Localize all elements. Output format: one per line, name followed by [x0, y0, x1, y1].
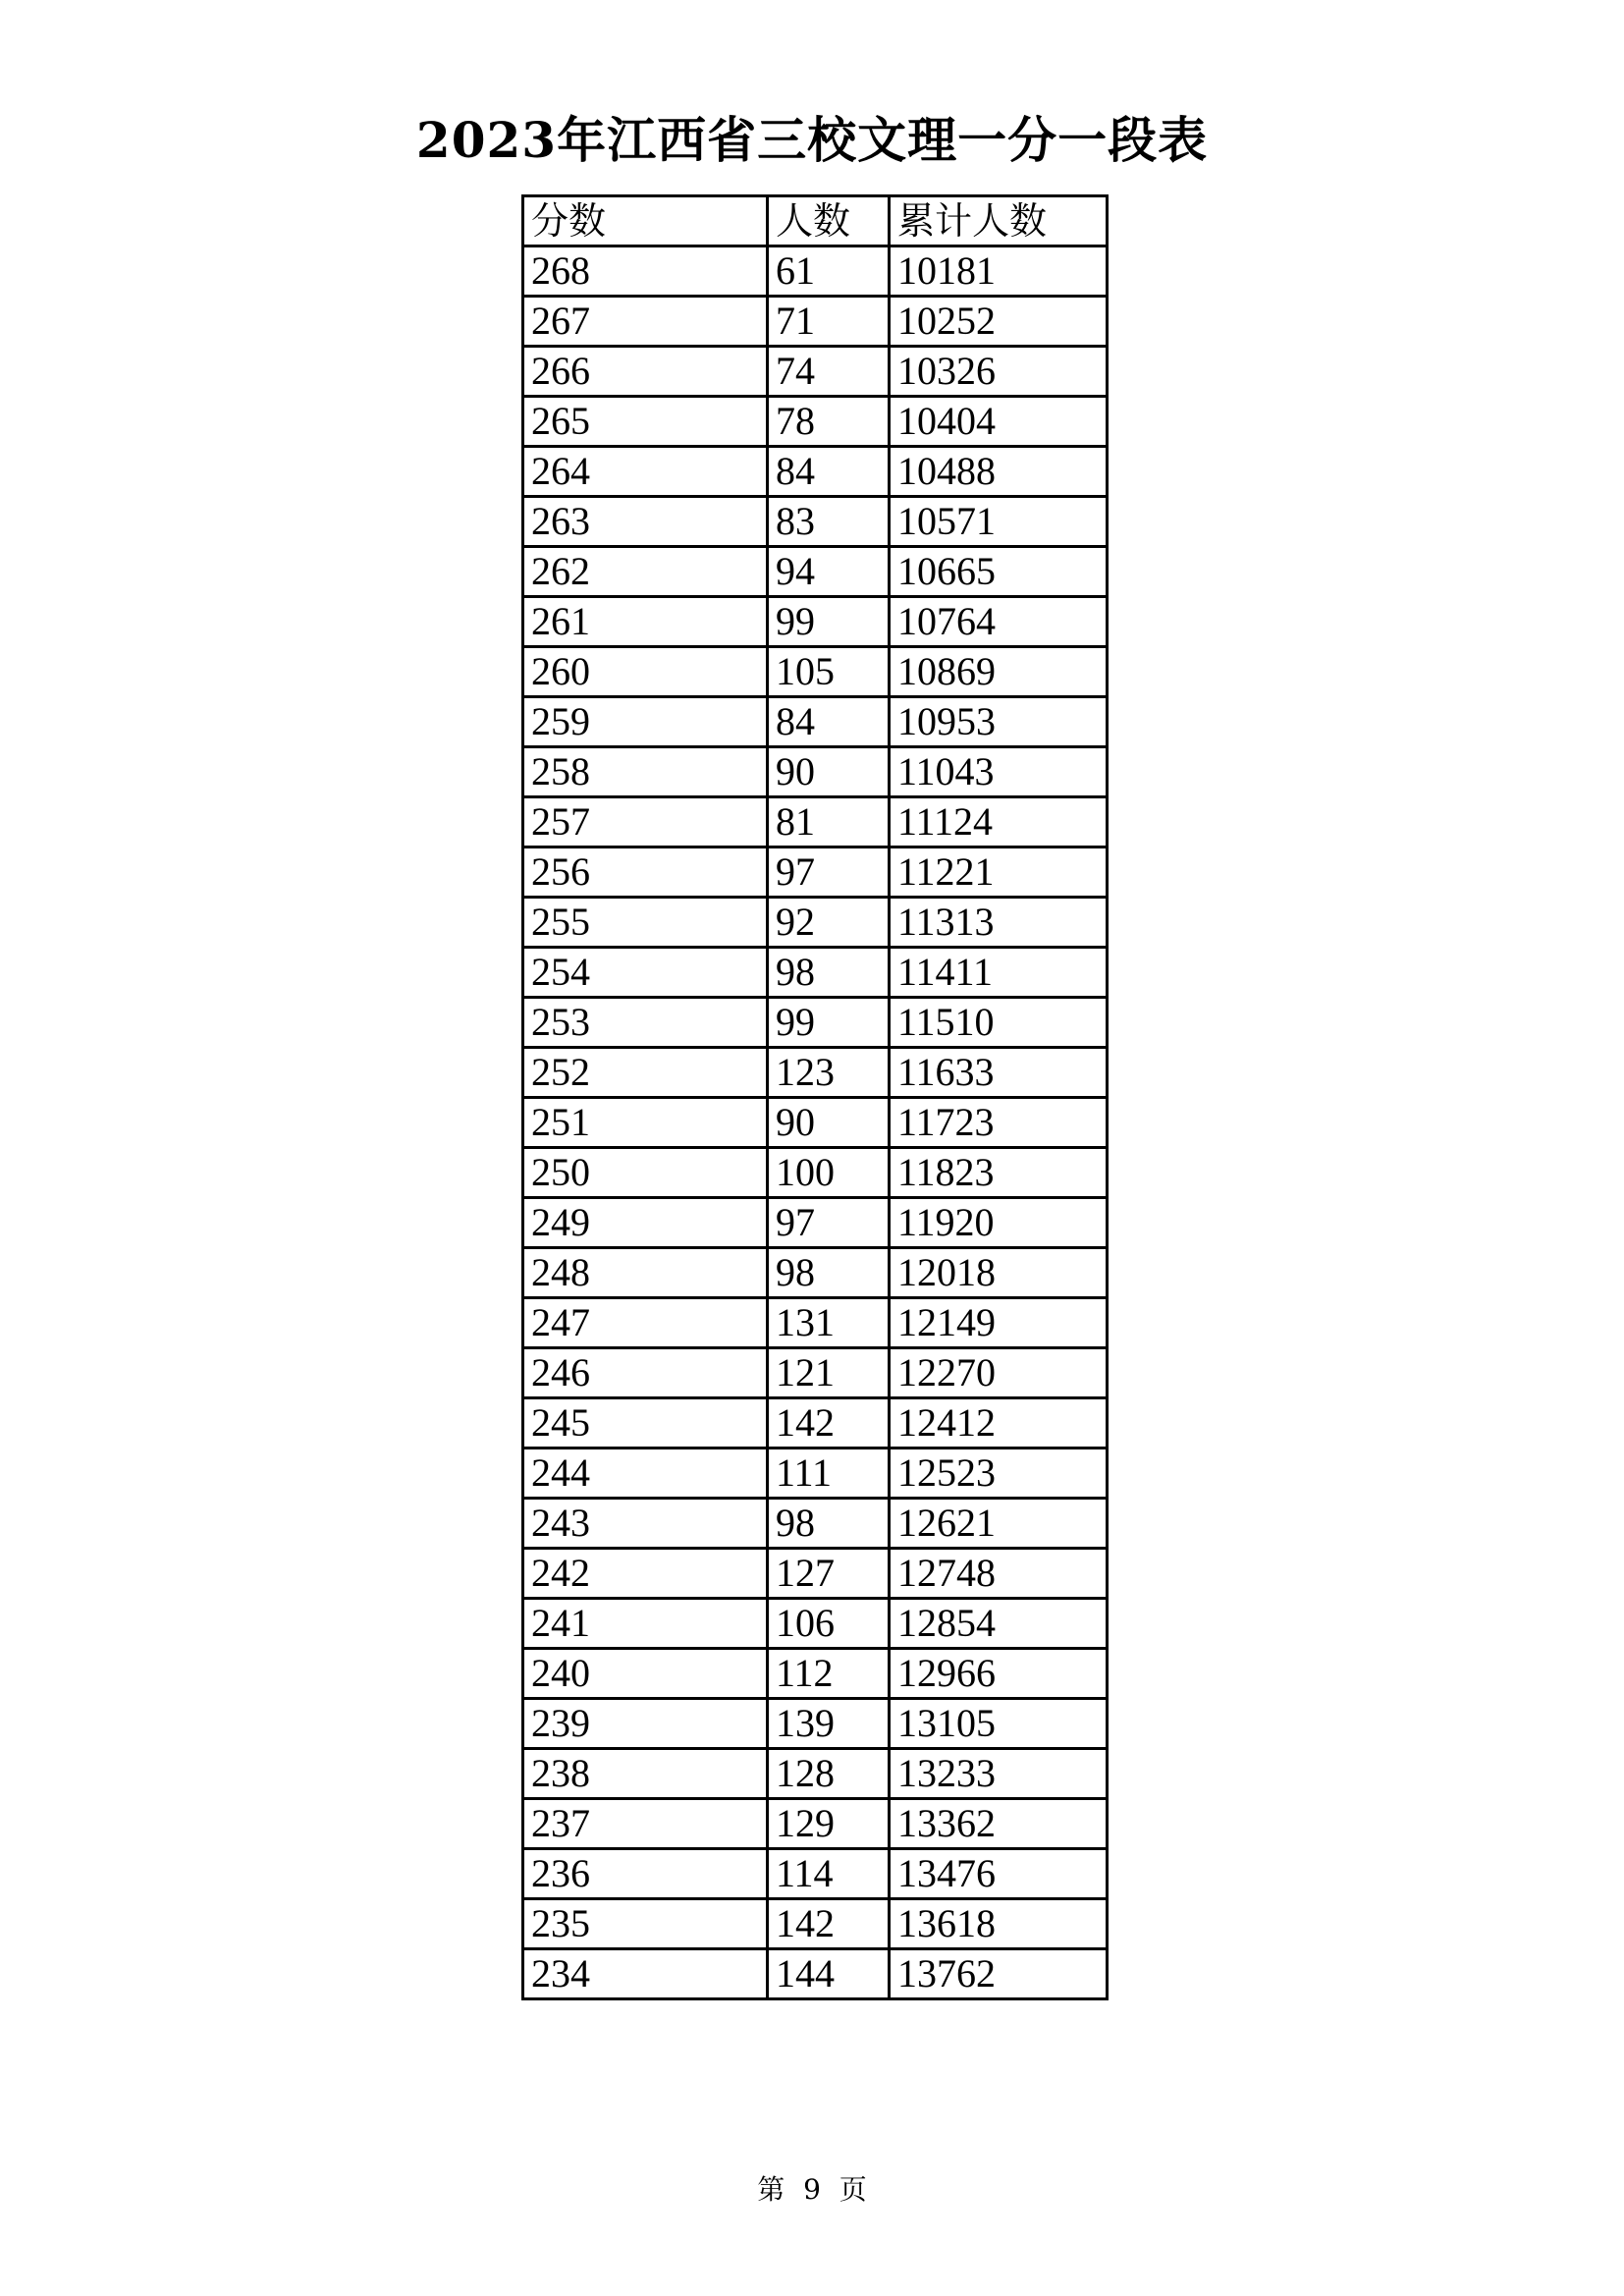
header-score: 分数 [523, 196, 768, 246]
cell-count: 112 [768, 1649, 890, 1699]
cell-count: 71 [768, 297, 890, 347]
table-row [523, 1849, 1108, 1899]
cell-cumulative: 10252 [890, 297, 1108, 347]
cell-cumulative: 12412 [890, 1398, 1108, 1449]
page-title: 2023年江西省三校文理一分一段表 [415, 111, 1209, 169]
table-row [523, 1649, 1108, 1699]
cell-cumulative: 13233 [890, 1749, 1108, 1799]
table-row [523, 1398, 1108, 1449]
cell-cumulative: 12149 [890, 1298, 1108, 1348]
table-row [523, 1749, 1108, 1799]
table-row [523, 1198, 1108, 1248]
cell-count: 105 [768, 647, 890, 697]
cell-count: 81 [768, 797, 890, 847]
cell-count: 97 [768, 847, 890, 898]
table-row [523, 647, 1108, 697]
table-row [523, 397, 1108, 447]
cell-count: 61 [768, 246, 890, 297]
table-row [523, 497, 1108, 547]
cell-score: 246 [523, 1348, 768, 1398]
page-number: 第 9 页 [757, 2173, 867, 2206]
table-row [523, 797, 1108, 847]
table-row [523, 297, 1108, 347]
cell-score: 240 [523, 1649, 768, 1699]
cell-count: 100 [768, 1148, 890, 1198]
cell-cumulative: 11411 [890, 948, 1108, 998]
cell-count: 84 [768, 697, 890, 747]
cell-cumulative: 12966 [890, 1649, 1108, 1699]
cell-score: 267 [523, 297, 768, 347]
table-row [523, 1949, 1108, 1999]
cell-count: 129 [768, 1799, 890, 1849]
header-cumulative: 累计人数 [890, 196, 1108, 246]
cell-cumulative: 10404 [890, 397, 1108, 447]
cell-count: 142 [768, 1398, 890, 1449]
table-row [523, 1449, 1108, 1499]
cell-score: 256 [523, 847, 768, 898]
cell-score: 249 [523, 1198, 768, 1248]
cell-score: 244 [523, 1449, 768, 1499]
cell-count: 84 [768, 447, 890, 497]
cell-count: 123 [768, 1048, 890, 1098]
cell-score: 236 [523, 1849, 768, 1899]
cell-cumulative: 10488 [890, 447, 1108, 497]
cell-cumulative: 13618 [890, 1899, 1108, 1949]
table-row [523, 347, 1108, 397]
cell-cumulative: 13476 [890, 1849, 1108, 1899]
cell-score: 265 [523, 397, 768, 447]
table-row [523, 1599, 1108, 1649]
cell-cumulative: 13105 [890, 1699, 1108, 1749]
cell-cumulative: 11124 [890, 797, 1108, 847]
cell-count: 99 [768, 597, 890, 647]
cell-count: 90 [768, 1098, 890, 1148]
cell-cumulative: 10953 [890, 697, 1108, 747]
cell-score: 261 [523, 597, 768, 647]
cell-cumulative: 11221 [890, 847, 1108, 898]
cell-cumulative: 12748 [890, 1549, 1108, 1599]
cell-count: 98 [768, 1499, 890, 1549]
table-header [523, 196, 1108, 246]
cell-count: 83 [768, 497, 890, 547]
table-body [523, 246, 1108, 1999]
cell-score: 235 [523, 1899, 768, 1949]
cell-count: 97 [768, 1198, 890, 1248]
cell-cumulative: 11920 [890, 1198, 1108, 1248]
cell-count: 142 [768, 1899, 890, 1949]
table-row [523, 1899, 1108, 1949]
cell-count: 74 [768, 347, 890, 397]
table-row [523, 1098, 1108, 1148]
cell-cumulative: 12621 [890, 1499, 1108, 1549]
table-row [523, 1148, 1108, 1198]
cell-cumulative: 11633 [890, 1048, 1108, 1098]
cell-cumulative: 11043 [890, 747, 1108, 797]
table-row [523, 747, 1108, 797]
cell-count: 98 [768, 948, 890, 998]
cell-score: 248 [523, 1248, 768, 1298]
cell-cumulative: 13362 [890, 1799, 1108, 1849]
table-row [523, 447, 1108, 497]
cell-score: 268 [523, 246, 768, 297]
table-row [523, 948, 1108, 998]
table-row [523, 998, 1108, 1048]
cell-cumulative: 10571 [890, 497, 1108, 547]
cell-cumulative: 12854 [890, 1599, 1108, 1649]
cell-count: 139 [768, 1699, 890, 1749]
cell-cumulative: 11510 [890, 998, 1108, 1048]
cell-score: 247 [523, 1298, 768, 1348]
cell-score: 251 [523, 1098, 768, 1148]
cell-score: 250 [523, 1148, 768, 1198]
cell-score: 263 [523, 497, 768, 547]
cell-score: 264 [523, 447, 768, 497]
table-row [523, 1048, 1108, 1098]
cell-cumulative: 12018 [890, 1248, 1108, 1298]
cell-count: 78 [768, 397, 890, 447]
cell-cumulative: 11723 [890, 1098, 1108, 1148]
cell-count: 94 [768, 547, 890, 597]
cell-cumulative: 10869 [890, 647, 1108, 697]
cell-score: 258 [523, 747, 768, 797]
cell-score: 238 [523, 1749, 768, 1799]
cell-score: 252 [523, 1048, 768, 1098]
cell-count: 111 [768, 1449, 890, 1499]
cell-score: 243 [523, 1499, 768, 1549]
table-row [523, 1799, 1108, 1849]
table-row [523, 1699, 1108, 1749]
cell-cumulative: 10181 [890, 246, 1108, 297]
table-row [523, 1298, 1108, 1348]
cell-score: 237 [523, 1799, 768, 1849]
cell-count: 144 [768, 1949, 890, 1999]
cell-score: 234 [523, 1949, 768, 1999]
score-distribution-table [521, 194, 1109, 2000]
cell-cumulative: 13762 [890, 1949, 1108, 1999]
table-row [523, 898, 1108, 948]
header-count: 人数 [768, 196, 890, 246]
header-row [523, 196, 1108, 246]
cell-count: 114 [768, 1849, 890, 1899]
table-row [523, 547, 1108, 597]
cell-score: 253 [523, 998, 768, 1048]
cell-count: 106 [768, 1599, 890, 1649]
table-row [523, 1549, 1108, 1599]
table-row [523, 1348, 1108, 1398]
table-row [523, 246, 1108, 297]
cell-count: 127 [768, 1549, 890, 1599]
cell-score: 259 [523, 697, 768, 747]
cell-score: 242 [523, 1549, 768, 1599]
cell-score: 262 [523, 547, 768, 597]
cell-cumulative: 12270 [890, 1348, 1108, 1398]
cell-count: 121 [768, 1348, 890, 1398]
cell-count: 131 [768, 1298, 890, 1348]
cell-score: 257 [523, 797, 768, 847]
cell-cumulative: 10326 [890, 347, 1108, 397]
cell-count: 128 [768, 1749, 890, 1799]
table-row [523, 1248, 1108, 1298]
cell-cumulative: 10764 [890, 597, 1108, 647]
table-row [523, 1499, 1108, 1549]
table-row [523, 597, 1108, 647]
cell-cumulative: 11823 [890, 1148, 1108, 1198]
cell-score: 266 [523, 347, 768, 397]
cell-score: 260 [523, 647, 768, 697]
cell-cumulative: 10665 [890, 547, 1108, 597]
table-row [523, 847, 1108, 898]
cell-count: 90 [768, 747, 890, 797]
cell-score: 239 [523, 1699, 768, 1749]
cell-cumulative: 11313 [890, 898, 1108, 948]
table-row [523, 697, 1108, 747]
cell-score: 255 [523, 898, 768, 948]
cell-count: 98 [768, 1248, 890, 1298]
cell-count: 92 [768, 898, 890, 948]
cell-score: 241 [523, 1599, 768, 1649]
cell-count: 99 [768, 998, 890, 1048]
cell-score: 254 [523, 948, 768, 998]
cell-cumulative: 12523 [890, 1449, 1108, 1499]
cell-score: 245 [523, 1398, 768, 1449]
